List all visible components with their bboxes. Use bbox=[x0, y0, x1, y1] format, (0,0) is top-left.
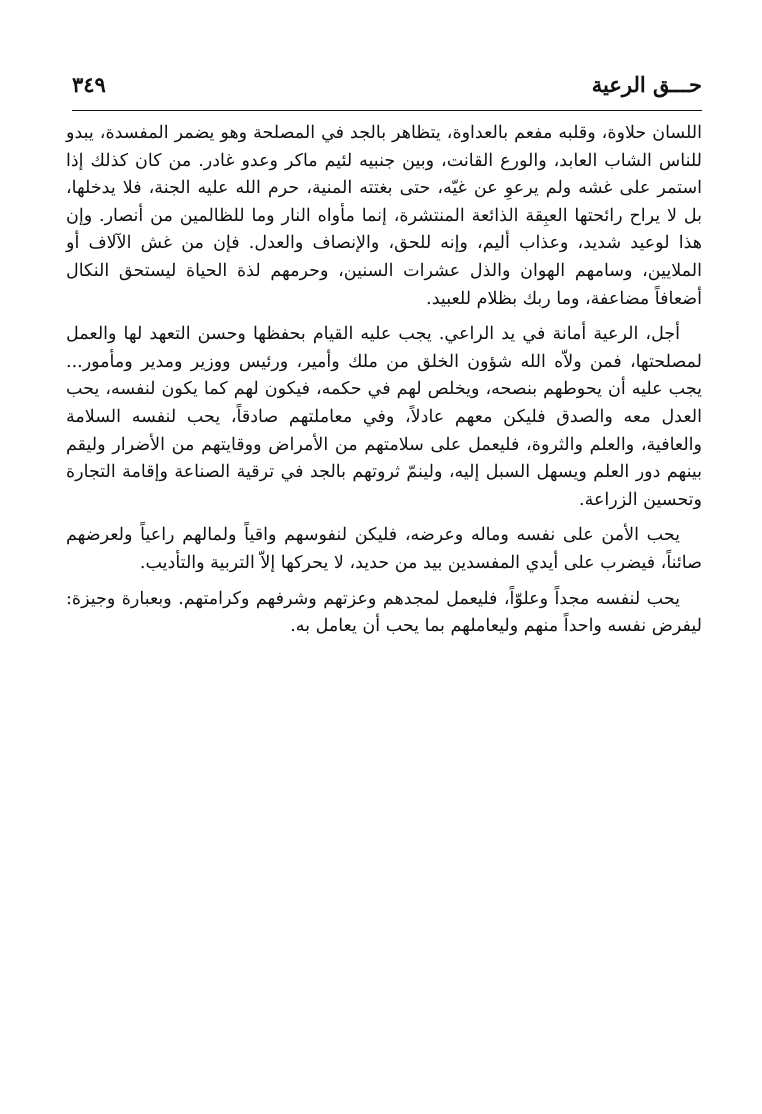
body-text bbox=[66, 120, 702, 649]
running-title: حـــق الرعية bbox=[591, 72, 702, 97]
running-header bbox=[72, 70, 702, 106]
page-number: ٣٤٩ bbox=[72, 72, 106, 97]
paragraph-2: أجل، الرعية أمانة في يد الراعي. يجب عليه القيام بحفظها وحسن التعهد لها والعمل لمصلحتها، فمن ولاّه الله شؤون الخلق من ملك وأمير، ورئيس ووزير ومدير ومأمور... يجب عليه أن يحوطهم بنصحه، ويخلص لهم في حكمه، فيكون لهم كما يكون لنفسه، يحب العدل معه والصدق فليكن معهم عادلاً، وفي معاملتهم صادقاً، يحب لنفسه السلامة والعافية، والعلم والثروة، فليعمل على سلامتهم من الأمراض ووقايتهم من الأضرار وليقم بينهم دور العلم ويسهل السبل إليه، ولينمّ ثروتهم بالجد في ترقية الصناعة وإقامة التجارة وتحسين الزراعة. bbox=[66, 324, 702, 510]
paragraph-4: يحب لنفسه مجداً وعلوّاً، فليعمل لمجدهم وعزتهم وشرفهم وكرامتهم. وبعبارة وجيزة: ليفرض نفسه واحداً منهم وليعاملهم بما يحب أن يعامل به. bbox=[66, 588, 702, 637]
paragraph-1: اللسان حلاوة، وقلبه مفعم بالعداوة، يتظاهر بالجد في المصلحة وهو يضمر المفسدة، يبدو للناس الشاب العابد، والورع القانت، وبين جنبيه لئيم ماكر وعدو غادر. من كان كذلك إذا استمر على غشه ولم يرعوِ عن غيّه، حتى بغتته المنية، حرم الله عليه الجنة، فلا يدخلها، بل لا يراح رائحتها العبِقة الذائعة المنتشرة، إنما مأواه النار وما للظالمين من أنصار. وإن هذا لوعيد شديد، وعذاب أليم، وإنه للحق، والإنصاف والعدل. فإن من غش الآلاف أو الملايين، وسامهم الهوان والذل عشرات السنين، وحرمهم لذة الحياة ليستحق النكال أضعافاً مضاعفة، وما ربك بظلام للعبيد. bbox=[66, 123, 702, 309]
paragraph-3: يحب الأمن على نفسه وماله وعرضه، فليكن لنفوسهم واقياً ولمالهم راعياً ولعرضهم صائناً، فيضرب على أيدي المفسدين بيد من حديد، لا يحركها إلاّ التربية والتأديب. bbox=[66, 525, 702, 573]
header-divider bbox=[72, 110, 702, 111]
